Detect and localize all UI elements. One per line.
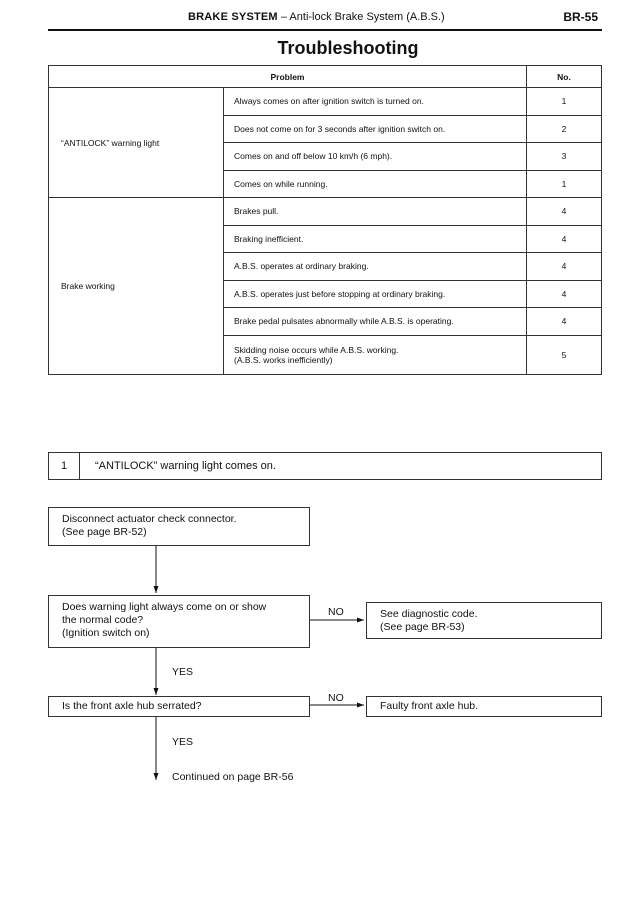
number-cell: 4 [527,225,602,253]
step-title: “ANTILOCK” warning light comes on. [95,460,276,472]
flow-text: Is the front axle hub serrated? [62,700,202,712]
problem-line: Skidding noise occurs while A.B.S. working. [234,344,399,355]
no-label: NO [328,606,344,618]
no-label: NO [328,692,344,704]
yes-label: YES [172,736,194,748]
header-no: No. [527,66,602,88]
page-number: BR-55 [563,10,598,24]
problem-cell: A.B.S. operates just before stopping at ordinary braking. [224,280,527,308]
flow-text: Disconnect actuator check connector. [62,513,237,525]
flow-text: (Ignition switch on) [62,627,150,639]
flow-text: (See page BR-52) [62,526,147,538]
header-subtitle: – Anti-lock Brake System (A.B.S.) [277,11,445,23]
number-cell: 1 [527,170,602,198]
number-cell: 4 [527,308,602,336]
flow-text: See diagnostic code. [380,608,478,620]
problem-cell: Comes on and off below 10 km/h (6 mph). [224,143,527,171]
number-cell: 5 [527,335,602,374]
page-title: Troubleshooting [277,38,419,58]
group-label-brake-working: Brake working [49,198,224,375]
flow-text: (See page BR-53) [380,621,465,633]
continued-note: Continued on page BR-56 [172,771,294,783]
number-cell: 3 [527,143,602,171]
flow-text: the normal code? [62,614,144,626]
flow-text: Faulty front axle hub. [380,700,479,712]
flow-box-see-diagnostic-code [366,602,602,639]
problem-cell: Always comes on after ignition switch is turned on. [224,88,527,116]
step-number: 1 [49,453,80,479]
header-problem: Problem [49,66,527,88]
number-cell: 4 [527,198,602,226]
problem-cell: A.B.S. operates at ordinary braking. [224,253,527,281]
yes-label: YES [172,666,194,678]
number-cell: 4 [527,253,602,281]
problem-cell: Brakes pull. [224,198,527,226]
flow-box-axle-hub-question [48,696,310,717]
number-cell: 1 [527,88,602,116]
number-cell: 2 [527,115,602,143]
problem-cell: Braking inefficient. [224,225,527,253]
header-system: BRAKE SYSTEM [188,11,278,23]
problem-line: (A.B.S. works inefficiently) [234,354,333,365]
problem-cell: Does not come on for 3 seconds after ignition switch on. [224,115,527,143]
flow-box-disconnect-connector [48,507,310,546]
problem-cell: Comes on while running. [224,170,527,198]
flow-box-faulty-axle-hub [366,696,602,717]
number-cell: 4 [527,280,602,308]
flow-text: Does warning light always come on or show [62,601,267,613]
group-label-antilock: “ANTILOCK” warning light [49,88,224,198]
flow-box-warning-light-question [48,595,310,648]
problem-cell: Brake pedal pulsates abnormally while A.B.S. is operating. [224,308,527,336]
